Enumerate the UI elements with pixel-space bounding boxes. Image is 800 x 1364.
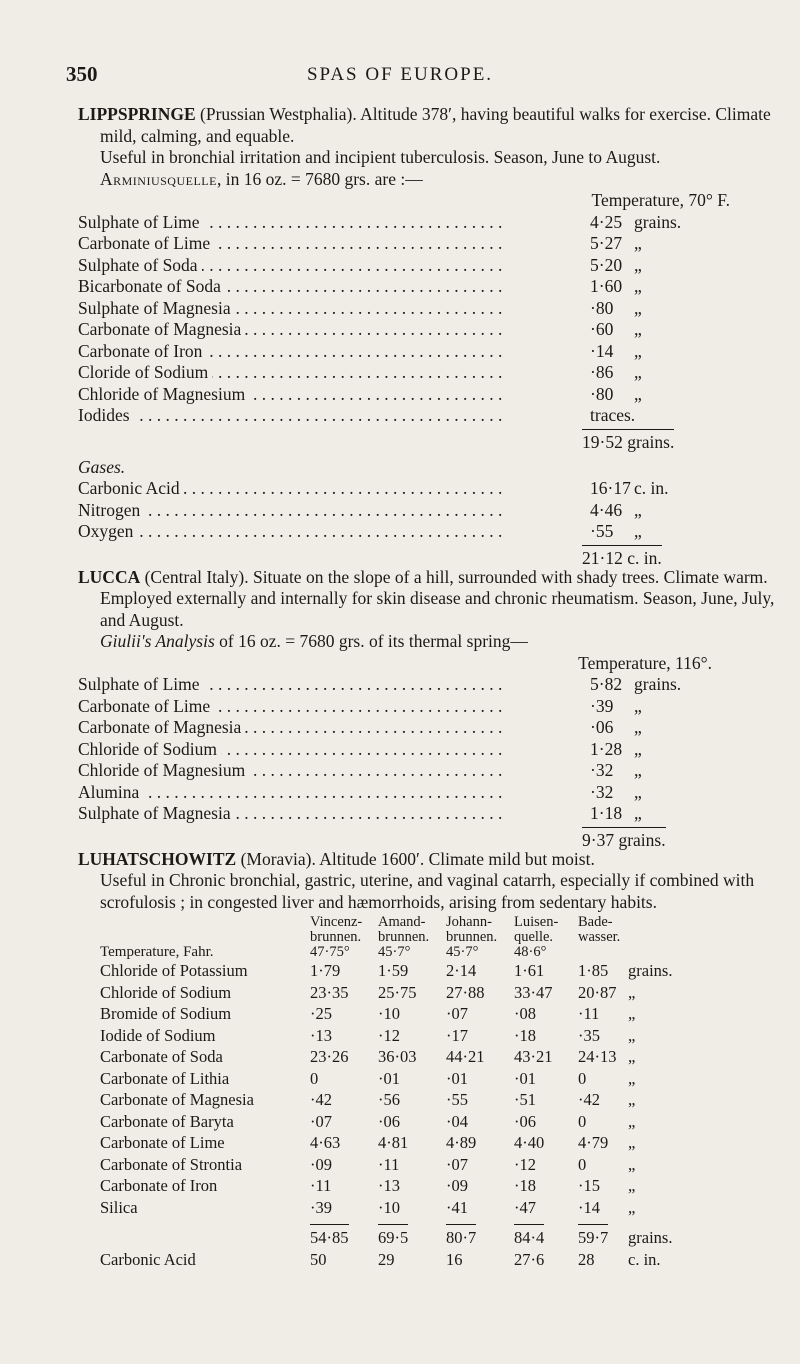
table-cell: ·25 [310,1004,332,1023]
lippspringe-name: LIPPSPRINGE [78,104,196,124]
list-item [78,298,778,320]
list-item [78,803,778,825]
substance-unit: „ [634,254,642,275]
table-cell: ·47 [514,1197,536,1217]
substance-name: Carbonate of Baryta [100,1111,234,1131]
column-header [578,915,628,945]
lippspringe-intro: LIPPSPRINGE (Prussian Westphalia). Altitude 378′, having beautiful walks for exercise. Climate mild, calming, and equable. [78,104,771,146]
luhatschowitz-intro: LUHATSCHOWITZ (Moravia). Altitude 1600′. Climate mild but moist. [78,848,595,869]
table-cell: ·15 [578,1176,600,1195]
substance-unit: „ [634,717,642,737]
substance-amount: 5·82 [590,674,623,694]
table-cell: 50 [310,1249,327,1269]
unit-cell: „ [628,1197,636,1217]
table-cell: 4·40 [514,1133,545,1152]
column-header-line: wasser. [578,929,621,945]
page-header [0,62,800,86]
table-cell: 4·81 [378,1133,409,1152]
unit-cell: grains. [628,961,673,980]
substance-amount: ·14 [590,340,614,361]
substance-name: Chloride of Potassium [100,961,248,980]
substance-name: Carbonate of Iron [78,341,206,361]
lucca-intro: LUCCA (Central Italy). Situate on the slope of a hill, surrounded with shady trees. Climate warm. [78,566,768,587]
table-row [78,1197,688,1219]
gases-heading: Gases. [78,456,126,477]
list-item [78,362,778,384]
totals-unit: grains. [628,1228,673,1247]
temperature-value [578,945,628,960]
list-item [78,478,778,500]
carbonic-acid-row [78,1249,688,1271]
unit-cell: c. in. [628,1249,661,1269]
table-row [78,1003,688,1025]
unit-cell: „ [628,1111,636,1131]
dot-leader [78,521,578,543]
table-cell: ·10 [378,1004,400,1023]
list-item [78,319,778,341]
list-item [78,500,778,522]
temperature-label: Temperature, Fahr. [100,944,214,960]
substance-name: Carbonate of Lime [100,1133,225,1152]
column-header [446,915,514,945]
substance-name: Carbonate of Lime [78,696,214,716]
substance-name: Carbonate of Lithia [100,1068,230,1088]
table-cell: 0 [578,1068,587,1088]
substance-name: Chloride of Sodium [100,982,232,1002]
table-row [78,1089,688,1111]
table-cell: 4·79 [578,1133,609,1152]
dot-leader [78,500,578,522]
lucca-total: 9·37 grains. [78,825,778,849]
substance-amount: ·32 [590,781,614,802]
table-cell: ·08 [514,1004,536,1023]
unit-cell: „ [628,1004,636,1023]
substance-name: Oxygen [78,521,137,541]
substance-name: Carbonate of Magnesia [100,1090,254,1109]
lippspringe-analysis-list [78,212,778,427]
temperature-value: 45·7° [446,944,479,960]
table-cell: ·39 [310,1197,332,1217]
list-item [78,233,778,255]
table-cell: 24·13 [578,1047,617,1066]
column-header-line: Johann- [446,914,492,930]
substance-name: Alumina [78,782,143,802]
page-content [78,104,778,1270]
unit-cell: „ [628,1068,636,1088]
lippspringe-gases-list [78,478,778,543]
table-cell: 36·03 [378,1047,417,1066]
substance-unit: „ [634,499,642,520]
table-cell: 27·6 [514,1249,545,1269]
table-cell: ·07 [446,1154,468,1174]
table-cell: ·06 [514,1111,536,1131]
substance-unit: „ [634,781,642,802]
table-cell: 25·75 [378,982,417,1002]
table-cell: ·07 [446,1004,468,1023]
table-cell: ·42 [578,1090,600,1109]
substance-amount: 4·46 [590,499,623,520]
column-header-line: brunnen. [310,929,362,945]
table-cell: ·04 [446,1111,468,1131]
substance-amount: ·39 [590,695,614,716]
lucca-analysis-list [78,674,778,825]
substance-unit: grains. [634,674,682,694]
table-cell: 2·14 [446,961,477,980]
table-cell: ·12 [514,1154,536,1174]
table-cell: ·06 [378,1111,400,1131]
unit-cell: „ [628,1176,636,1195]
table-header-row [78,915,688,945]
lucca-name: LUCCA [78,566,141,587]
table-row [78,1175,688,1197]
substance-unit: „ [634,738,642,759]
list-item [78,782,778,804]
substance-name: Carbonic Acid [100,1249,196,1269]
table-cell: ·35 [578,1025,600,1045]
totals-row [78,1218,688,1249]
unit-cell: „ [628,1090,636,1109]
table-cell: 0 [578,1154,587,1174]
substance-amount: 5·27 [590,233,623,253]
substance-amount: ·32 [590,760,614,780]
substance-unit: „ [634,233,642,253]
substance-amount: traces. [590,405,636,425]
table-cell: ·09 [310,1154,332,1174]
substance-name: Sulphate of Lime [78,674,204,694]
substance-amount: 1·60 [590,276,623,296]
running-title: SPAS OF EUROPE. [306,64,494,85]
list-item [78,255,778,277]
column-header-line: brunnen. [378,929,430,945]
table-cell: 27·88 [446,982,485,1002]
substance-unit: „ [634,803,642,823]
table-cell: ·55 [446,1090,468,1109]
table-cell: ·10 [378,1197,400,1217]
table-cell: ·13 [310,1025,332,1045]
table-cell: 16 [446,1249,463,1269]
substance-amount: 1·18 [590,803,623,823]
substance-name: Nitrogen [78,500,144,520]
temperature-row [78,945,688,960]
list-item [78,405,778,427]
substance-name: Carbonate of Lime [78,233,214,253]
table-cell: 1·61 [514,961,545,980]
table-cell: 4·89 [446,1133,477,1152]
column-header-line: Amand- [378,914,426,930]
total-cell: 59·7 [578,1224,608,1249]
substance-unit: „ [634,383,642,404]
substance-unit: „ [634,760,642,780]
substance-amount: ·86 [590,362,614,382]
list-item [78,696,778,718]
table-cell: 23·35 [310,982,349,1002]
temperature-value: 48·6° [514,944,547,960]
table-cell: 20·87 [578,982,617,1002]
table-cell: ·11 [378,1154,400,1174]
substance-unit: „ [634,695,642,716]
substance-name: Carbonate of Strontia [100,1154,243,1174]
table-cell: 1·85 [578,961,609,980]
column-header-line: Luisen- [514,914,559,930]
column-header [378,915,446,945]
table-cell: ·56 [378,1090,400,1109]
table-cell: ·01 [446,1068,468,1088]
substance-amount: 5·20 [590,254,623,275]
substance-amount: ·55 [590,521,614,541]
substance-unit: grains. [634,211,682,232]
table-row [78,1132,688,1154]
substance-name: Carbonate of Magnesia [78,717,245,737]
unit-cell: „ [628,982,636,1002]
total-cell: 54·85 [310,1224,349,1249]
unit-cell: „ [628,1133,636,1152]
substance-name: Carbonate of Magnesia [78,319,245,339]
column-header [514,915,578,945]
temperature-value: 47·75° [310,944,350,960]
luhatschowitz-uses: Useful in Chronic bronchial, gastric, uterine, and vaginal catarrh, especially if combined with scrofulosis ; in congested liver and hæmorrhoids, arising from sedentary habits. [100,870,755,912]
table-cell: 33·47 [514,982,553,1002]
column-header-line: Bade- [578,914,613,930]
lippspringe-gases-total: 21·12 c. in. [78,543,778,567]
substance-amount: ·80 [590,383,614,404]
table-cell: 43·21 [514,1047,553,1066]
table-cell: ·14 [578,1197,600,1217]
substance-name: Carbonic Acid [78,478,184,498]
substance-amount: 1·28 [590,738,623,759]
substance-name: Iodides [78,405,134,425]
lucca-analysis-intro: Giulii's Analysis of 16 oz. = 7680 grs. of its thermal spring— [100,631,528,651]
list-item [78,384,778,406]
substance-unit: „ [634,276,642,296]
lippspringe-analysis-intro: Arminiusquelle, in 16 oz. = 7680 grs. are :— [100,168,423,189]
substance-name: Bromide of Sodium [100,1004,232,1023]
substance-unit: „ [634,319,642,339]
table-row [78,1046,688,1068]
table-cell: ·01 [514,1068,536,1088]
list-item [78,739,778,761]
total-cell: 80·7 [446,1224,476,1249]
list-item [78,717,778,739]
substance-amount: ·06 [590,717,614,737]
substance-amount: 4·25 [590,211,623,232]
substance-unit: „ [634,521,642,541]
substance-unit: „ [634,297,642,318]
table-row [78,982,688,1004]
table-cell: ·51 [514,1090,536,1109]
table-cell: ·42 [310,1090,332,1109]
substance-name: Chloride of Magnesium [78,760,249,780]
column-header [310,915,378,945]
lippspringe-temperature: Temperature, 70° F. [591,190,730,210]
table-cell: ·13 [378,1176,400,1195]
substance-name: Sulphate of Magnesia [78,298,235,318]
table-cell: ·18 [514,1176,536,1195]
table-row [78,1154,688,1176]
substance-unit: c. in. [634,478,669,498]
substance-name: Sulphate of Soda [78,255,202,275]
lippspringe-total: 19·52 grains. [78,427,778,451]
page-number: 350 [66,62,98,86]
table-cell: ·18 [514,1025,536,1045]
table-cell: ·01 [378,1068,400,1088]
list-item [78,674,778,696]
column-header-line: quelle. [514,929,554,945]
lucca-temperature: Temperature, 116°. [578,652,712,673]
table-cell: 0 [310,1068,319,1088]
total-cell: 69·5 [378,1224,408,1249]
unit-cell: „ [628,1154,636,1174]
substance-name: Chloride of Magnesium [78,384,249,404]
table-row [78,1068,688,1090]
table-cell: 29 [378,1249,395,1269]
table-cell: 23·26 [310,1047,349,1066]
table-cell: ·11 [578,1004,600,1023]
table-row [78,1025,688,1047]
lippspringe-uses: Useful in bronchial irritation and incipient tuberculosis. Season, June to August. [100,147,661,167]
table-cell: ·09 [446,1176,468,1195]
table-cell: 28 [578,1249,595,1269]
unit-cell: „ [628,1047,636,1066]
substance-name: Silica [100,1197,138,1217]
table-cell: 1·59 [378,961,409,980]
list-item [78,276,778,298]
list-item [78,521,778,543]
substance-name: Carbonate of Soda [100,1047,223,1066]
temperature-value: 45·7° [378,944,411,960]
table-cell: ·11 [310,1176,332,1195]
luhatschowitz-name: LUHATSCHOWITZ [78,848,237,869]
lucca-uses: Employed externally and internally for skin disease and chronic rheumatism. Season, June, July, and August. [100,588,775,630]
substance-amount: 16·17 [590,478,631,498]
table-cell: ·12 [378,1025,400,1045]
substance-name: Iodide of Sodium [100,1025,216,1045]
substance-unit: „ [634,340,642,361]
table-cell: ·07 [310,1111,332,1131]
substance-name: Cloride of Sodium [78,362,212,382]
column-header-line: brunnen. [446,929,498,945]
luhatschowitz-analysis-table [78,915,688,1270]
substance-name: Sulphate of Magnesia [78,803,235,823]
substance-name: Carbonate of Iron [100,1176,218,1195]
dot-leader [78,782,578,804]
unit-cell: „ [628,1025,636,1045]
substance-name: Bicarbonate of Soda [78,276,225,296]
table-cell: ·41 [446,1197,468,1217]
table-row [78,960,688,982]
list-item [78,760,778,782]
table-row [78,1111,688,1133]
dot-leader [78,405,578,427]
table-cell: 1·79 [310,961,341,980]
table-cell: 0 [578,1111,587,1131]
column-header-line: Vincenz- [310,914,363,930]
substance-name: Chloride of Sodium [78,739,221,759]
total-cell: 84·4 [514,1224,544,1249]
table-cell: 44·21 [446,1047,485,1066]
substance-unit: „ [634,362,642,382]
list-item [78,341,778,363]
substance-amount: ·80 [590,297,614,318]
substance-amount: ·60 [590,319,614,339]
table-cell: ·17 [446,1025,468,1045]
list-item [78,212,778,234]
substance-name: Sulphate of Lime [78,212,204,232]
table-cell: 4·63 [310,1133,341,1152]
